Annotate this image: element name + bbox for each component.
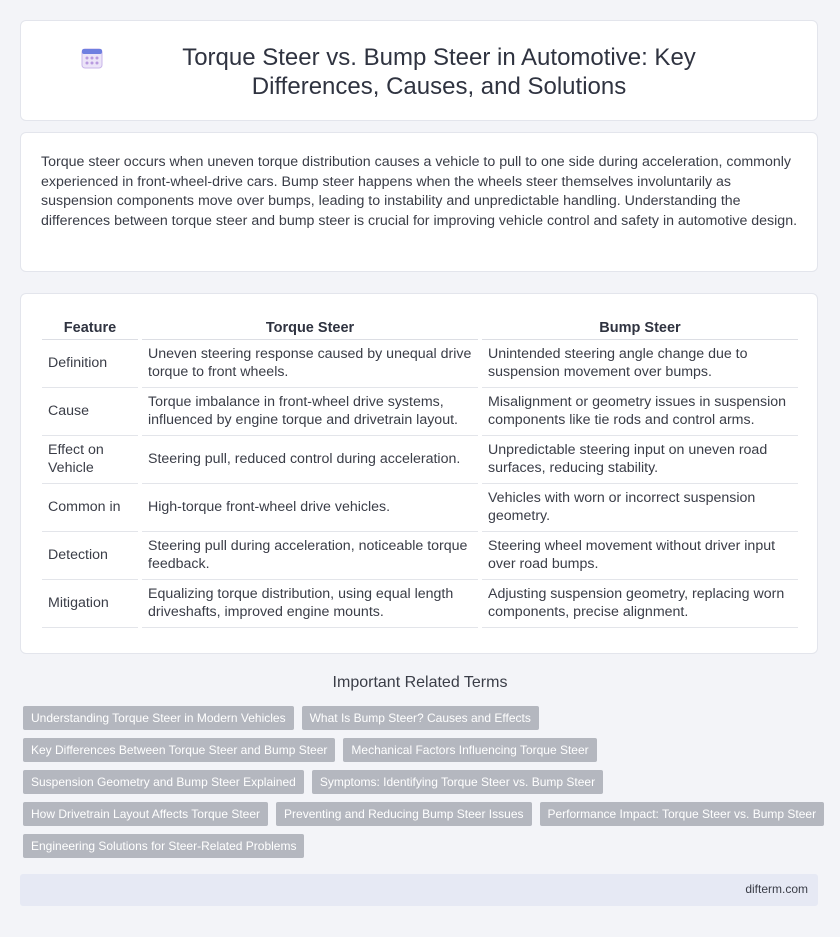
feature-cell: Mitigation bbox=[42, 580, 138, 628]
related-term-tag[interactable]: Mechanical Factors Influencing Torque Steer bbox=[343, 738, 596, 762]
feature-cell: Effect on Vehicle bbox=[42, 436, 138, 484]
table-row bbox=[42, 580, 798, 628]
bump-steer-cell: Unpredictable steering input on uneven road surfaces, reducing stability. bbox=[482, 436, 798, 484]
torque-steer-cell: Steering pull during acceleration, noticeable torque feedback. bbox=[142, 532, 478, 580]
related-terms-list bbox=[23, 706, 823, 866]
bump-steer-cell: Misalignment or geometry issues in suspension components like tie rods and control arms. bbox=[482, 388, 798, 436]
intro-paragraph: Torque steer occurs when uneven torque distribution causes a vehicle to pull to one side during acceleration, commonly experienced in front-wheel-drive cars. Bump steer happens when the wheels steer themselves involuntarily as suspension components move over bumps, leading to instability and unpredictable handling. Understanding the differences between torque steer and bump steer is crucial for improving vehicle control and safety in automotive design. bbox=[41, 154, 798, 229]
table-row bbox=[42, 436, 798, 484]
comparison-table-card bbox=[20, 293, 818, 654]
related-term-tag[interactable]: Understanding Torque Steer in Modern Vehicles bbox=[23, 706, 294, 730]
table-row bbox=[42, 532, 798, 580]
bump-steer-cell: Steering wheel movement without driver input over road bumps. bbox=[482, 532, 798, 580]
header-feature: Feature bbox=[42, 315, 138, 340]
table-row bbox=[42, 340, 798, 388]
feature-cell: Cause bbox=[42, 388, 138, 436]
feature-cell: Common in bbox=[42, 484, 138, 532]
related-term-tag[interactable]: How Drivetrain Layout Affects Torque Steer bbox=[23, 802, 268, 826]
bump-steer-cell: Unintended steering angle change due to suspension movement over bumps. bbox=[482, 340, 798, 388]
header-bump-steer: Bump Steer bbox=[482, 315, 798, 340]
bump-steer-cell: Adjusting suspension geometry, replacing worn components, precise alignment. bbox=[482, 580, 798, 628]
intro-card bbox=[20, 132, 818, 272]
related-term-tag[interactable]: Symptoms: Identifying Torque Steer vs. Bump Steer bbox=[312, 770, 603, 794]
table-header-row bbox=[42, 315, 798, 340]
table-row bbox=[42, 388, 798, 436]
torque-steer-cell: Equalizing torque distribution, using equal length driveshafts, improved engine mounts. bbox=[142, 580, 478, 628]
related-term-tag[interactable]: Suspension Geometry and Bump Steer Explained bbox=[23, 770, 304, 794]
footer-site-link[interactable]: difterm.com bbox=[745, 882, 808, 896]
torque-steer-cell: Uneven steering response caused by unequal drive torque to front wheels. bbox=[142, 340, 478, 388]
footer bbox=[20, 874, 818, 906]
page-title: Torque Steer vs. Bump Steer in Automotive: Key Differences, Causes, and Solutions bbox=[182, 44, 696, 100]
related-term-tag[interactable]: Performance Impact: Torque Steer vs. Bump Steer bbox=[540, 802, 825, 826]
related-terms-heading: Important Related Terms bbox=[332, 674, 508, 691]
torque-steer-cell: Torque imbalance in front-wheel drive systems, influenced by engine torque and drivetrain layout. bbox=[142, 388, 478, 436]
related-term-tag[interactable]: What Is Bump Steer? Causes and Effects bbox=[302, 706, 539, 730]
related-term-tag[interactable]: Engineering Solutions for Steer-Related Problems bbox=[23, 834, 304, 858]
related-term-tag[interactable]: Preventing and Reducing Bump Steer Issues bbox=[276, 802, 531, 826]
bump-steer-cell: Vehicles with worn or incorrect suspension geometry. bbox=[482, 484, 798, 532]
comparison-table bbox=[42, 315, 798, 628]
title-card bbox=[20, 20, 818, 121]
feature-cell: Detection bbox=[42, 532, 138, 580]
torque-steer-cell: Steering pull, reduced control during acceleration. bbox=[142, 436, 478, 484]
torque-steer-cell: High-torque front-wheel drive vehicles. bbox=[142, 484, 478, 532]
related-term-tag[interactable]: Key Differences Between Torque Steer and Bump Steer bbox=[23, 738, 335, 762]
header-torque-steer: Torque Steer bbox=[142, 315, 478, 340]
table-row bbox=[42, 484, 798, 532]
feature-cell: Definition bbox=[42, 340, 138, 388]
